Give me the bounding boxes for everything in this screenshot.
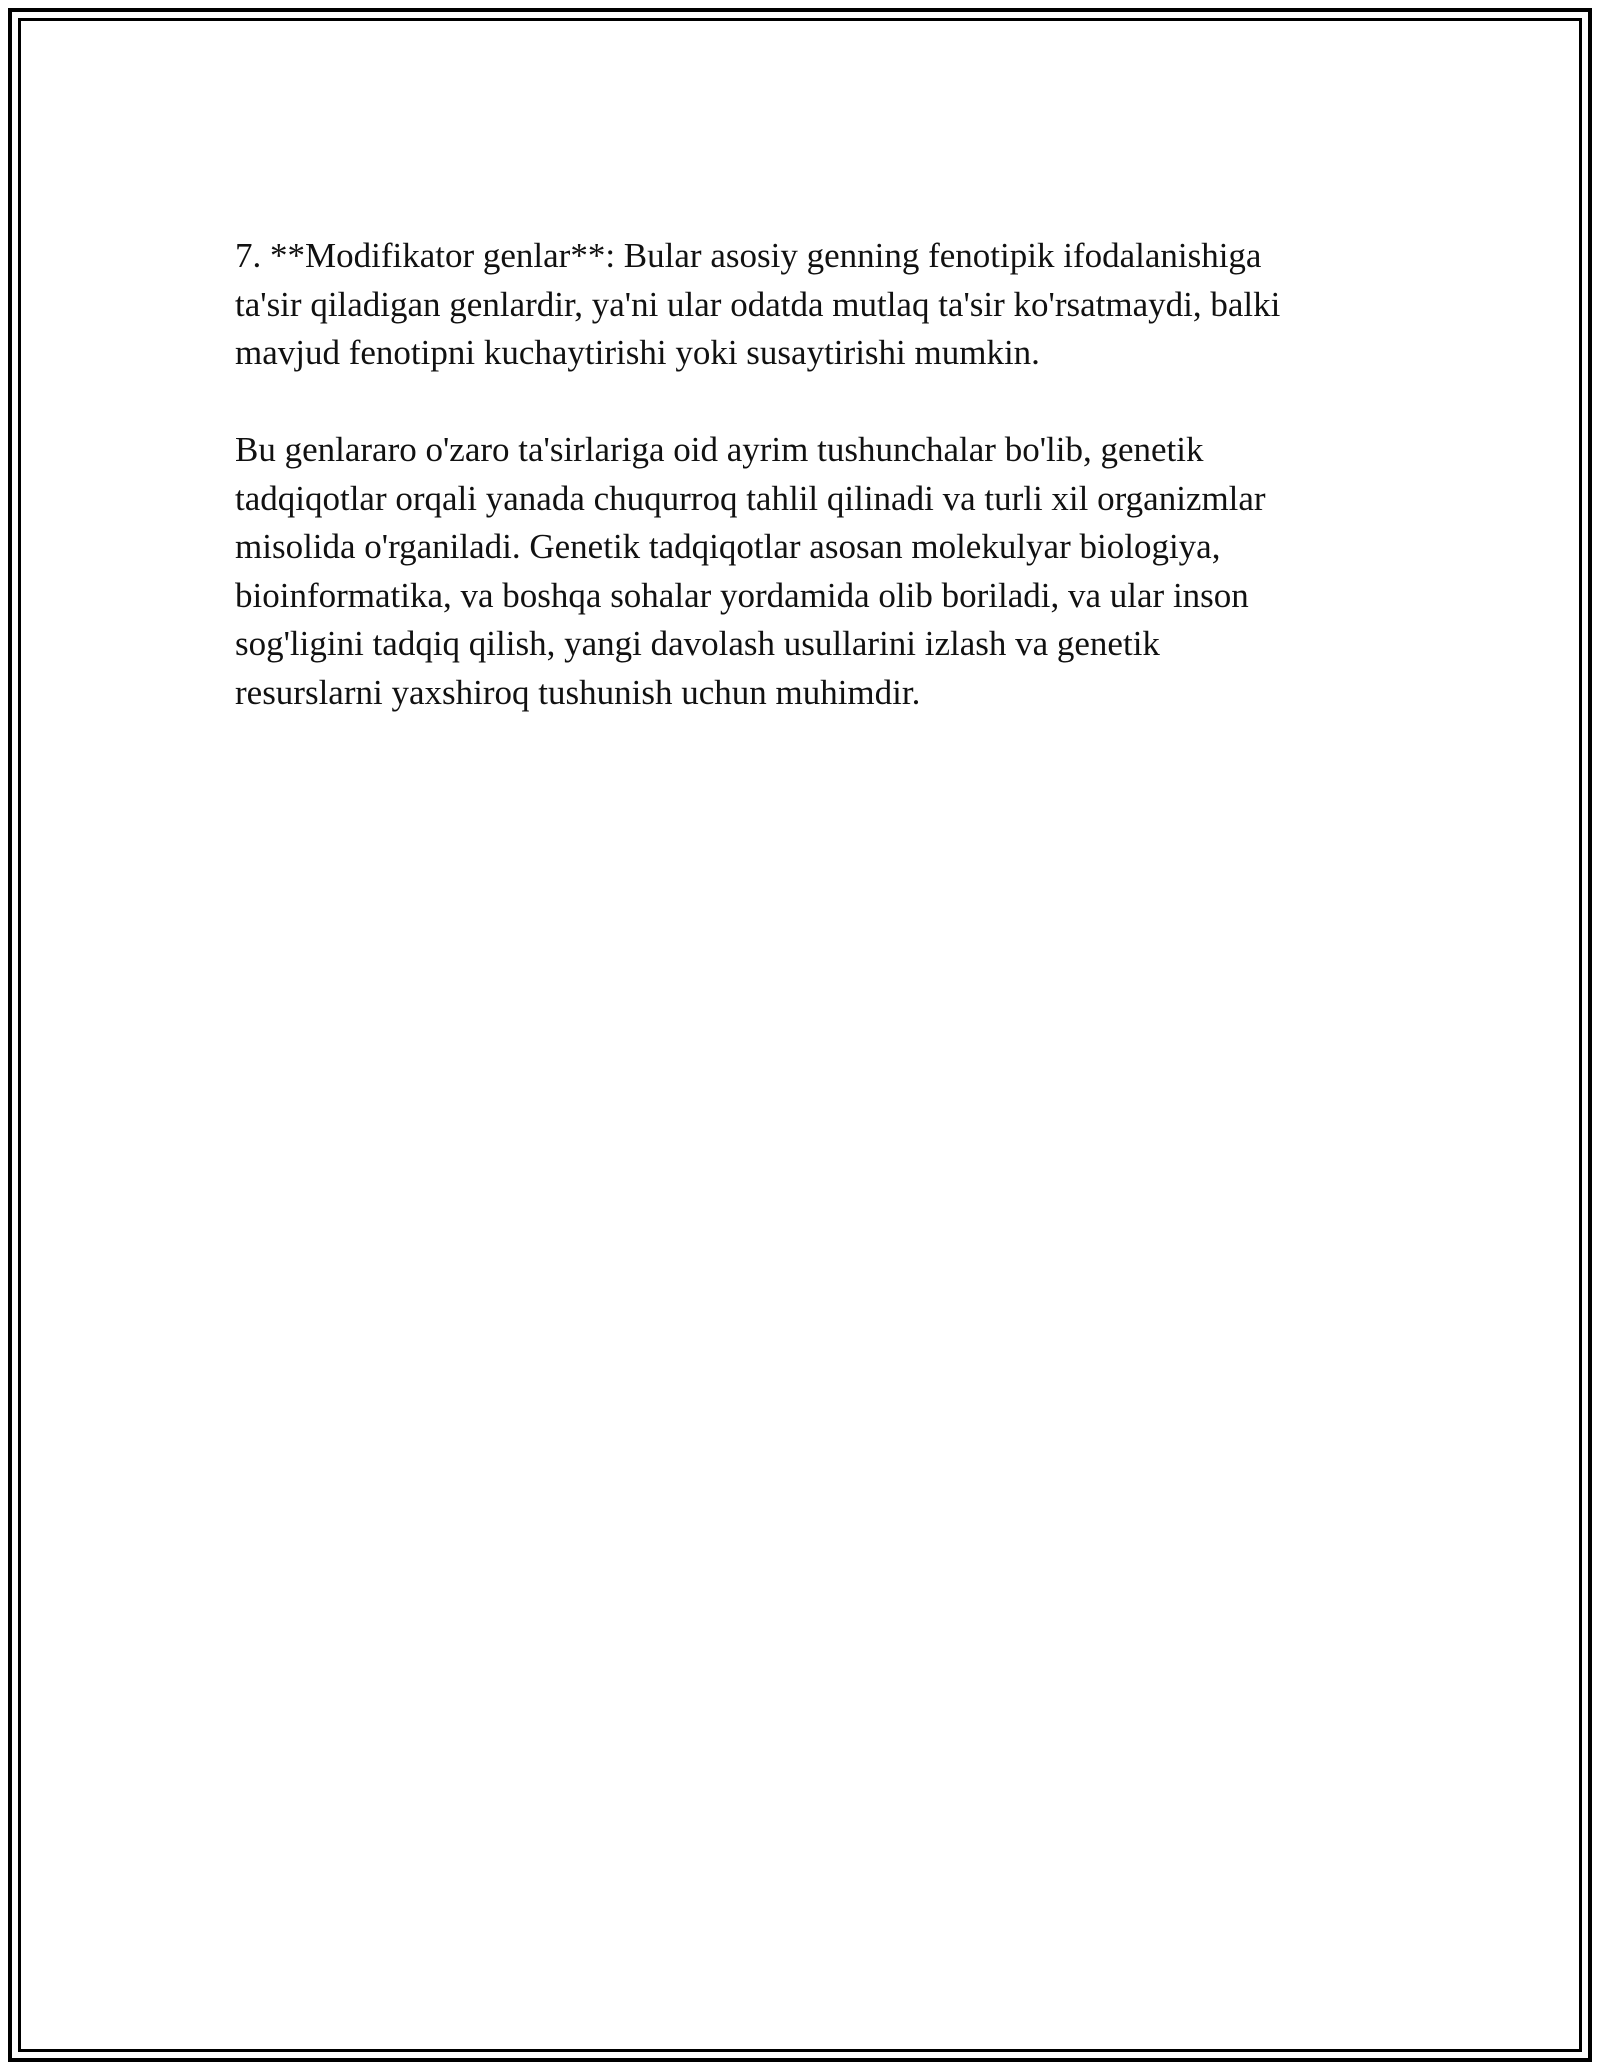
- paragraph-gene-interactions-summary: Bu genlararo o'zaro ta'sirlariga oid ayrim tushunchalar bo'lib, genetik tadqiqotlar orqali yanada chuqurroq tahlil qilinadi va turli xil organizmlar misolida o'rganiladi. Genetik tadqiqotlar asosan molekulyar biologiya, bioinformatika, va boshqa sohalar yordamida olib boriladi, va ular inson sog'ligini tadqiq qilish, yangi davolash usullarini izlash va genetik resurslarni yaxshiroq tushunish uchun muhimdir.: [235, 430, 1266, 712]
- paragraph-modifier-genes: 7. **Modifikator genlar**: Bular asosiy genning fenotipik ifodalanishiga ta'sir qiladigan genlardir, ya'ni ular odatda mutlaq ta'sir ko'rsatmaydi, balki mavjud fenotipni kuchaytirishi yoki susaytirishi mumkin.: [235, 236, 1281, 372]
- document-body: [235, 232, 1355, 717]
